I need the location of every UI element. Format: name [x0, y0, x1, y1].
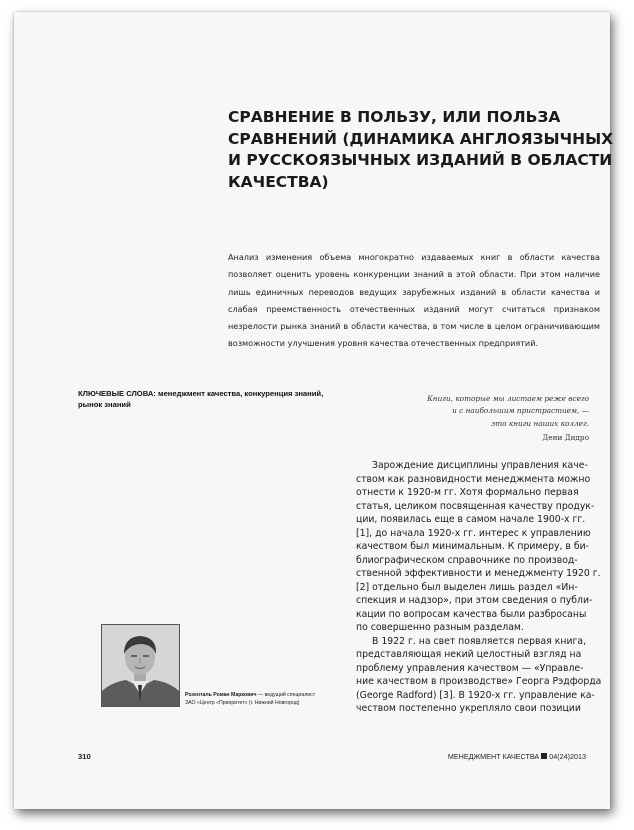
- epigraph-line: Книги, которые мы листаем реже всего: [427, 394, 589, 403]
- author-name: Розенталь Роман Маркович: [185, 692, 257, 698]
- author-organization: ЗАО «Центр «Приоритет» (г. Нижний Новгород): [185, 700, 300, 706]
- body-line: по совершенно разным разделам.: [356, 622, 524, 633]
- title-line: СРАВНЕНИЕ В ПОЛЬЗУ, ИЛИ ПОЛЬЗА: [228, 108, 561, 126]
- title-line: КАЧЕСТВА): [228, 172, 329, 191]
- title-line: И РУССКОЯЗЫЧНЫХ ИЗДАНИЙ В ОБЛАСТИ: [228, 151, 613, 169]
- body-line: [2] отдельно был выделен лишь раздел «Ин-: [356, 581, 578, 593]
- author-photo: [101, 624, 180, 707]
- epigraph-line: это книги наших коллег.: [491, 418, 589, 428]
- article-body: [356, 459, 602, 716]
- square-icon: [541, 753, 547, 759]
- body-line: проблему управления качеством — «Управле-: [356, 662, 584, 674]
- body-line: чеством постепенно укрепляло свои позиции: [356, 703, 581, 714]
- title-line: СРАВНЕНИЙ (ДИНАМИКА АНГЛОЯЗЫЧНЫХ: [228, 129, 614, 148]
- journal-issue: 04(24)2013: [549, 752, 586, 761]
- keywords-block: [78, 389, 328, 410]
- body-line: ством как разновидности менеджмента можно: [356, 473, 591, 485]
- body-line: блиографическом справочнике по производ-: [356, 554, 578, 566]
- page-number: 310: [78, 752, 91, 761]
- body-line: представляющая некий целостный взгляд на: [356, 649, 582, 660]
- epigraph: [409, 393, 589, 444]
- body-line: [1], до начала 1920-х гг. интерес к управлению: [356, 527, 591, 539]
- body-line: качеством был минимальным. К примеру, в би-: [356, 541, 589, 552]
- body-line: отнести к 1920-м гг. Хотя формально первая: [356, 487, 579, 498]
- body-line: ние качеством в производстве» Георга Рэдфорда: [356, 676, 602, 687]
- journal-name: МЕНЕДЖМЕНТ КАЧЕСТВА: [447, 752, 540, 761]
- article-title: [228, 107, 614, 193]
- body-line: ции, появилась еще в самом начале 1900-х гг.: [356, 514, 586, 525]
- epigraph-author: Дени Дидро: [542, 432, 589, 442]
- body-line: ственной эффективности и менеджменту 1920 г.: [356, 568, 601, 579]
- keywords-label: КЛЮЧЕВЫЕ СЛОВА:: [78, 389, 156, 398]
- author-portrait-image: [102, 625, 179, 706]
- author-caption: [185, 691, 350, 707]
- body-line: (George Radford) [3]. В 1920-х гг. управление ка-: [356, 689, 595, 701]
- article-abstract: Анализ изменения объема многократно издаваемых книг в области качества позволяет оценить уровень конкуренции знаний в этой области. При этом наличие лишь единичных переводов ведущих зарубежных изданий в области качества и слабая преемственность отечественных изданий могут считаться признаком незрелости рынка знаний в области качества, в том числе в целом ограничивающим возможности улучшения уровня качества отечественных предприятий.: [228, 252, 600, 349]
- body-line: В 1922 г. на свет появляется первая книга,: [372, 635, 587, 647]
- body-line: Зарождение дисциплины управления каче-: [372, 460, 588, 471]
- body-line: спекция и надзор», при этом сведения о публи-: [356, 595, 593, 606]
- journal-footer: [448, 752, 586, 761]
- epigraph-line: и с наибольшим пристрастием, —: [452, 406, 589, 416]
- journal-page: [14, 12, 614, 809]
- author-role: — ведущий специалист: [257, 692, 316, 698]
- keywords-list: менеджмент качества, конкуренция знаний, рынок знаний: [78, 389, 324, 409]
- body-line: кации по вопросам качества были разбросаны: [356, 608, 587, 620]
- body-line: статья, целиком посвященная качеству продук-: [356, 500, 595, 512]
